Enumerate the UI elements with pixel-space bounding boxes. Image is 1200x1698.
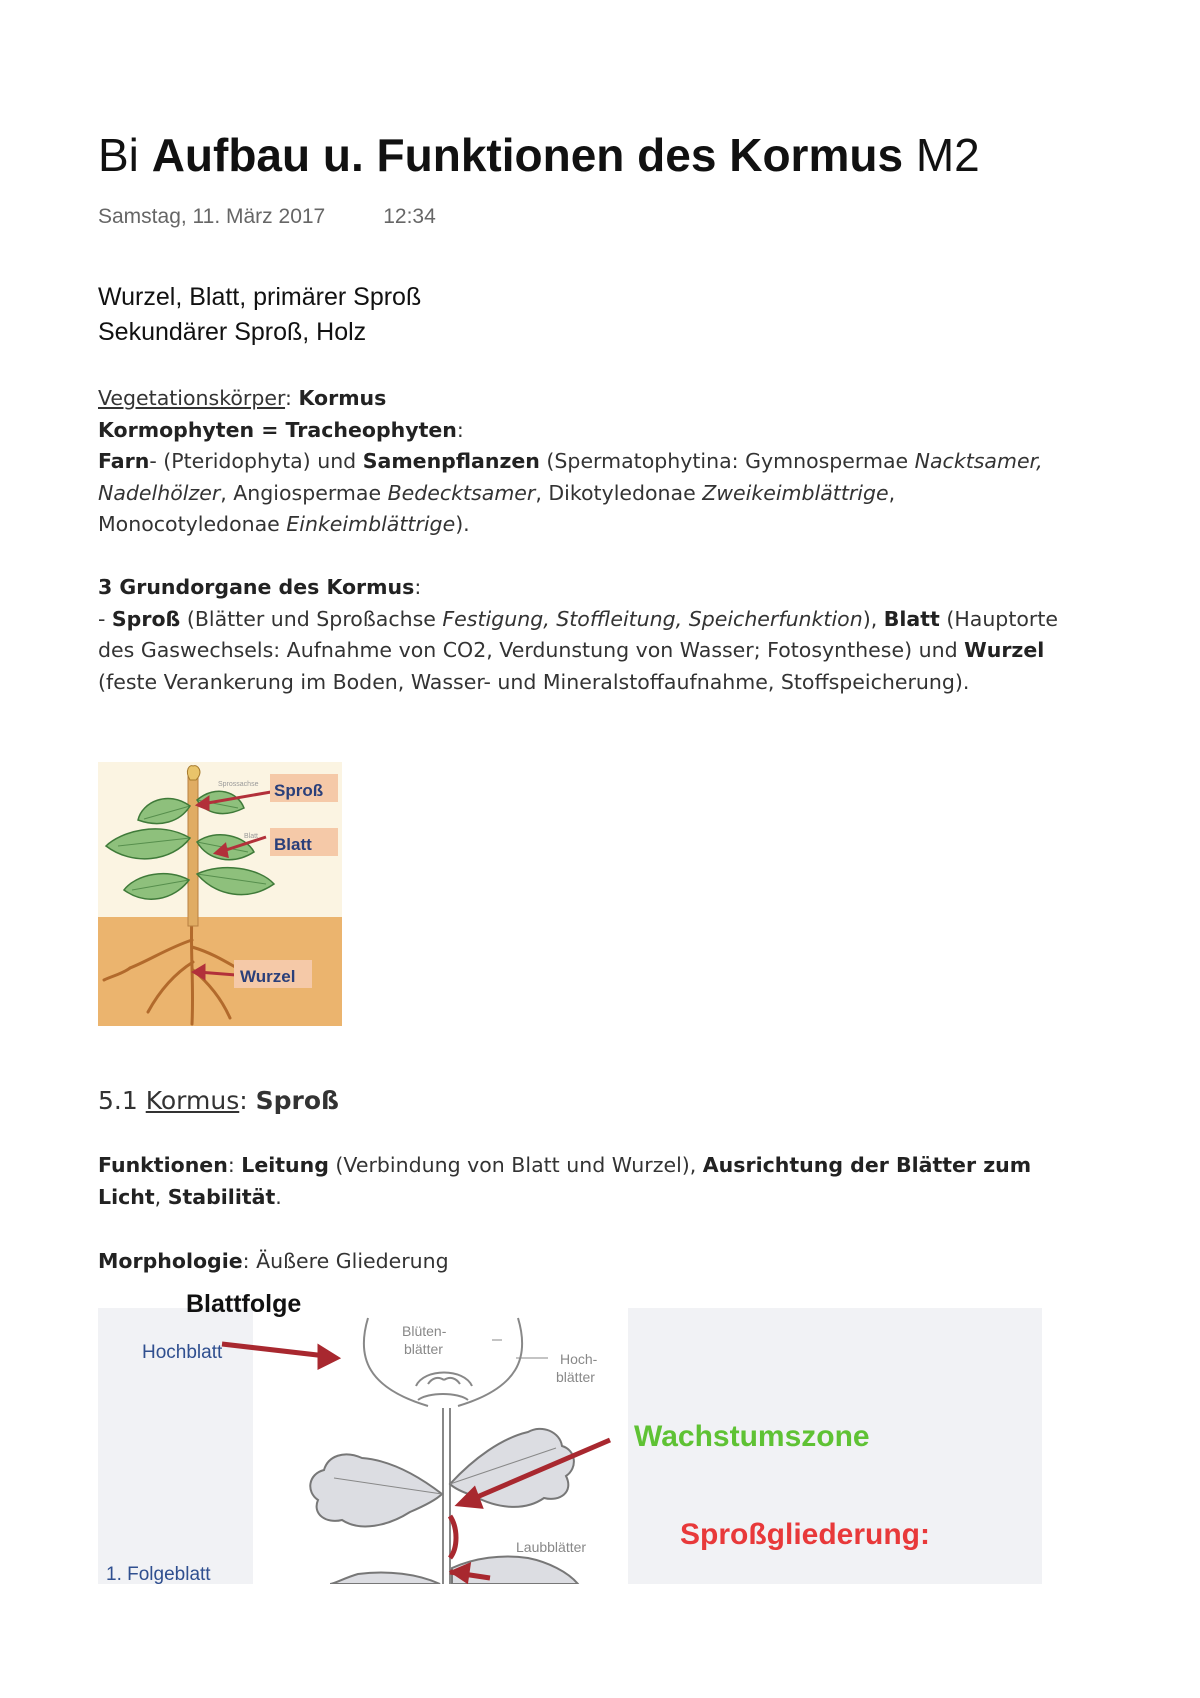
shoot-structure-figure <box>98 1288 1042 1584</box>
figure2-hochblatt: Hochblatt <box>142 1342 223 1363</box>
text-run: (Verbindung von Blatt und Wurzel), <box>328 1153 703 1177</box>
farn-bold: Farn <box>98 449 150 473</box>
text-run: (Blätter und Sproßachse <box>180 606 443 631</box>
text-colon: : <box>456 417 464 442</box>
text-run: , Dikotyledonae <box>535 480 703 505</box>
wurzel-bold: Wurzel <box>964 638 1045 662</box>
funktionen-bold: Funktionen <box>98 1153 228 1177</box>
kormophyten-bold: Kormophyten = Tracheophyten <box>98 417 457 442</box>
page-title <box>98 128 980 182</box>
morphologie-bold: Morphologie <box>98 1249 243 1273</box>
kormus-bold: Kormus <box>298 386 387 410</box>
text-run: : Äußere Gliederung <box>242 1249 449 1273</box>
figure2-laubblaetter: Laubblätter <box>516 1539 587 1555</box>
figure2-folgeblatt: 1. Folgeblatt <box>106 1564 211 1584</box>
figure2-hoch-2: blätter <box>556 1369 595 1385</box>
text-colon: : <box>227 1153 242 1177</box>
figure1-small-sprossachse: Sprossachse <box>218 781 259 788</box>
paragraph-funktionen <box>98 1150 1058 1213</box>
veg-label: Vegetationskörper <box>98 386 286 410</box>
spross-bold: Sproß <box>111 606 181 631</box>
paragraph-kormophyten <box>98 383 1058 541</box>
samen-bold: Samenpflanzen <box>362 449 540 473</box>
section-number: 5.1 <box>98 1086 146 1115</box>
text-colon: : <box>285 386 299 410</box>
figure2-blueten-1: Blüten- <box>402 1323 447 1339</box>
figure1-label-spross: Sproß <box>274 781 324 800</box>
spross-functions-italic: Festigung, Stoffleitung, Speicherfunktion <box>442 606 863 631</box>
figure2-title: Blattfolge <box>186 1290 302 1318</box>
text-run: , Angiospermae <box>220 480 388 505</box>
paragraph-morphologie <box>98 1246 1058 1278</box>
page-date <box>98 205 436 229</box>
text-run: , <box>154 1184 168 1209</box>
figure1-label-blatt: Blatt <box>274 835 312 854</box>
text-run: ), <box>862 606 884 631</box>
text-run: (feste Verankerung im Boden, Wasser- und Mineralstoffaufnahme, Stoffspeicherung). <box>98 669 970 694</box>
summary-line-1: Wurzel, Blatt, primärer Sproß <box>98 283 422 311</box>
einkeim-italic: Einkeimblättrige <box>286 512 456 536</box>
time-text: 12:34 <box>383 205 436 228</box>
summary-block <box>98 280 421 350</box>
section-kormus: Kormus <box>145 1086 240 1115</box>
figure2-blueten-2: blätter <box>404 1341 443 1357</box>
title-main: Aufbau u. Funktionen des Kormus <box>151 129 904 181</box>
text-run: , Monocotyledonae <box>98 480 896 536</box>
bedecktsamer-italic: Bedecktsamer <box>387 480 536 505</box>
text-colon: : <box>239 1086 256 1115</box>
figure2-hoch-1: Hoch- <box>560 1351 598 1367</box>
ausrichtung-bold: Ausrichtung der Blätter zum Licht <box>98 1153 1032 1209</box>
section-heading-5-1 <box>98 1086 339 1115</box>
blatt-bold: Blatt <box>883 606 940 631</box>
title-prefix: Bi <box>98 129 139 181</box>
nacktsamer-italic: Nacktsamer, Nadelhölzer <box>98 449 1043 505</box>
figure2-wachstumszone: Wachstumszone <box>634 1420 870 1453</box>
grundorgane-heading: 3 Grundorgane des Kormus <box>98 575 415 599</box>
figure2-sprossgliederung: Sproßgliederung: <box>680 1518 930 1551</box>
date-text: Samstag, 11. März 2017 <box>98 205 326 228</box>
text-run: (Hauptorte des Gaswechsels: Aufnahme von CO2, Verdunstung von Wasser; Fotosynthese) und <box>98 606 1058 662</box>
figure1-small-blatt: Blatt <box>244 833 259 840</box>
text-dash: - <box>98 606 112 631</box>
leitung-bold: Leitung <box>241 1153 329 1177</box>
plant-organs-figure <box>98 762 342 1026</box>
figure1-label-wurzel: Wurzel <box>240 967 296 986</box>
stabilitaet-bold: Stabilität <box>167 1184 276 1209</box>
text-run: (Spermatophytina: Gymnospermae <box>539 449 915 473</box>
summary-line-2: Sekundärer Sproß, Holz <box>98 318 367 346</box>
title-suffix: M2 <box>915 129 980 181</box>
zweikeim-italic: Zweikeimblättrige <box>702 480 889 505</box>
text-colon: : <box>414 575 422 599</box>
paragraph-grundorgane <box>98 572 1058 698</box>
text-run: ). <box>455 512 470 536</box>
text-run: - (Pteridophyta) und <box>149 449 363 473</box>
text-run: . <box>275 1184 282 1209</box>
section-spross: Sproß <box>255 1086 339 1115</box>
